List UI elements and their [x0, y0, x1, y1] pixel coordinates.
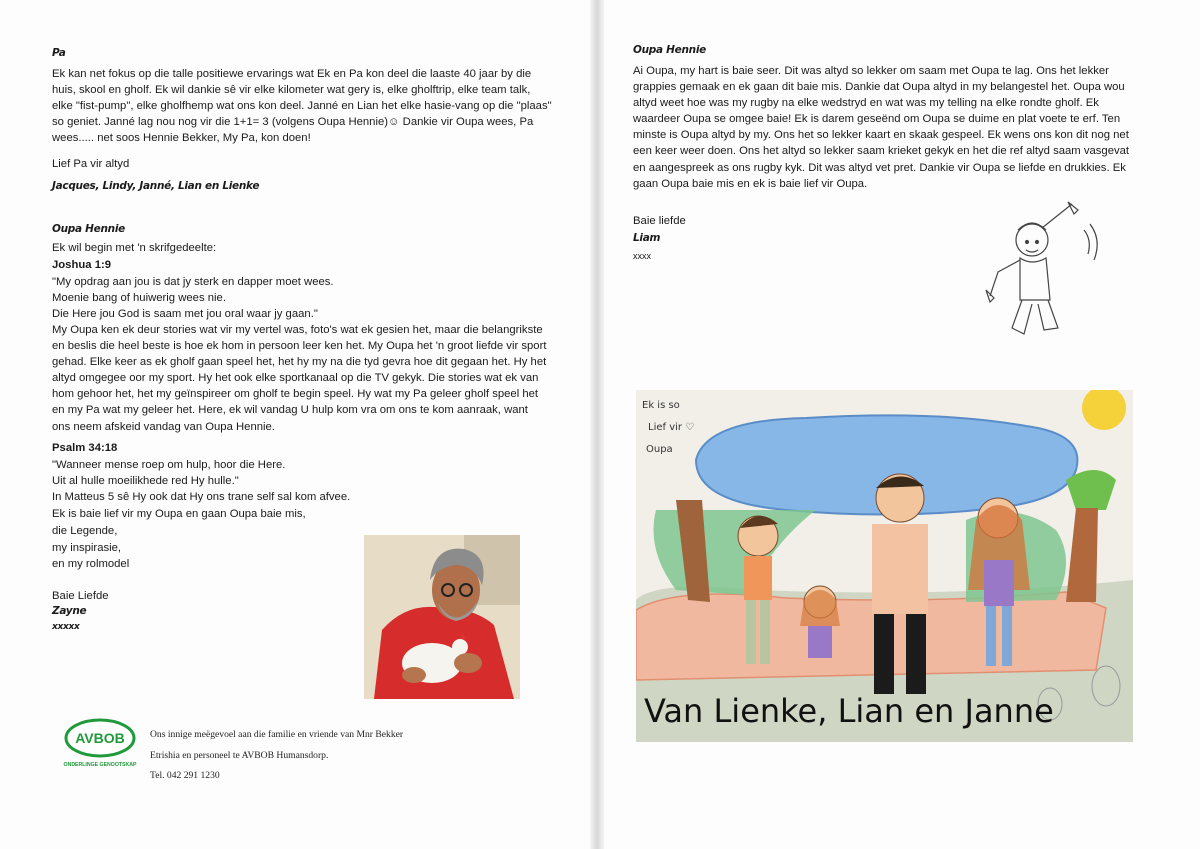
avbob-logo: [62, 718, 138, 768]
pa-heading: Pa: [52, 47, 66, 59]
avbob-staff-line: Etrishia en personeel te AVBOB Humansdorp.: [150, 750, 329, 761]
drawing-note-line: Ek is so: [642, 400, 680, 411]
verse1-line: Die Here jou God is saam met jou oral waar jy gaan.": [52, 308, 318, 320]
right-heading: Oupa Hennie: [633, 44, 706, 56]
verse2-reference: Psalm 34:18: [52, 442, 118, 454]
right-kisses: xxxx: [633, 251, 651, 261]
tail-line: In Matteus 5 sê Hy ook dat Hy ons trane self sal kom afvee.: [52, 491, 351, 503]
drawing-caption: Van Lienke, Lian en Janne: [644, 692, 1054, 730]
oupa-heading: Oupa Hennie: [52, 223, 125, 235]
right-closing: Baie liefde: [633, 215, 686, 227]
tail-line: die Legende,: [52, 525, 118, 537]
drawing-note-line: Lief vir ♡: [648, 422, 695, 433]
right-paragraph: Ai Oupa, my hart is baie seer. Dit was altyd so lekker om saam met Oupa te lag. Ons het lekker grappies gemaak en ek gaan dit baie mis. Dankie dat Oupa altyd in my belangestel het. Oupa wou altyd weet hoe was my rugby na elke wedstryd en wat was my telling na elke rondte gholf. Ek waardeer Oupa se omgee baie! Ek is darem geseënd om Oupa se duime en plat voete te erf. Ten minste is Oupa altyd by my. Ons het so lekker kaart en skaak gespeel. Ek wens ons kon dit nog net een keer weer doen. Ons het altyd so lekker saam krieket gekyk en het die ref altyd saam vasgevat en aangespreek as ons rugby kyk. Dit was altyd vet pret. Dankie vir Oupa se liefde en drukkies. Ek gaan Oupa baie mis en ek is baie lief vir Oupa.: [633, 65, 1130, 190]
childrens-drawing: [636, 390, 1133, 742]
verse2-line: Uit al hulle moeilikhede red Hy hulle.": [52, 475, 239, 487]
scripture-intro: Ek wil begin met 'n skrifgedeelte:: [52, 242, 217, 254]
story-paragraph: My Oupa ken ek deur stories wat vir my vertel was, foto's wat ek gesien het, maar die belangrikste en beslis die heel beste is hoe ek hom in persoon leer ken het. My Oupa het 'n groot liefde vir sport gehad. Elke keer as ek gholf gaan speel het, het hy my na die tyd gevra hoe dit gegaan het. Hy het altyd omgegee oor my sport. Hy het ook elke sportkanaal op die TV gekyk. Die stories wat ek van hom gehoor het, het my geïnspireer om gholf te begin speel. Hy wat my Pa geleer gholf speel het en my Pa wat my geleer het. Here, ek wil vandag U hulp kom vra om ons te kom aanraak, want ons neem afskeid vandag van Oupa Hennie.: [52, 324, 547, 433]
avbob-logo-subtitle: ONDERLINGE GENOOTSKAP: [63, 762, 137, 768]
verse1-line: "My opdrag aan jou is dat jy sterk en dapper moet wees.: [52, 276, 334, 288]
pa-signature: Jacques, Lindy, Janné, Lian en Lienke: [52, 180, 260, 192]
signature-zayne: Zayne: [52, 605, 87, 617]
closing: Baie Liefde: [52, 590, 109, 602]
grandfather-photo: [364, 535, 520, 699]
verse2-line: "Wanneer mense roep om hulp, hoor die Here.: [52, 459, 286, 471]
verse1-line: Moenie bang of huiwerig wees nie.: [52, 292, 226, 304]
verse1-reference: Joshua 1:9: [52, 259, 112, 271]
drawing-note-line: Oupa: [646, 444, 673, 455]
avbob-phone-line: Tel. 042 291 1230: [150, 770, 220, 781]
page-fold: [590, 0, 604, 849]
tail-line: Ek is baie lief vir my Oupa en gaan Oupa baie mis,: [52, 508, 306, 520]
tail-line: en my rolmodel: [52, 558, 130, 570]
left-page: [0, 0, 590, 849]
avbob-condolence-line: Ons innige meëgevoel aan die familie en vriende van Mnr Bekker: [150, 729, 404, 740]
tail-line: my inspirasie,: [52, 542, 122, 554]
kisses: xxxxx: [52, 622, 80, 632]
avbob-logo-text: AVBOB: [75, 730, 125, 746]
pa-closing: Lief Pa vir altyd: [52, 158, 130, 170]
signature-liam: Liam: [633, 232, 661, 244]
pa-paragraph: Ek kan net fokus op die talle positiewe ervarings wat Ek en Pa kon deel die laaste 40 jaar by die huis, skool en gholf. Ek wil dankie sê vir elke kilometer wat gery is, elke gholftrip, elke team talk, elke "fist-pump", elke gholfhemp wat ons kon deel. Janné en Lian het elke hasie-vang op die "plaas" so geniet. Janné lag nou nog vir die 1+1= 3 (volgens Oupa Hennie)☺ Dankie vir Oupa wees, Pa wees..... net soos Hennie Bekker, My Pa, kon doen!: [52, 68, 552, 145]
golfer-sketch-icon: [980, 200, 1110, 348]
